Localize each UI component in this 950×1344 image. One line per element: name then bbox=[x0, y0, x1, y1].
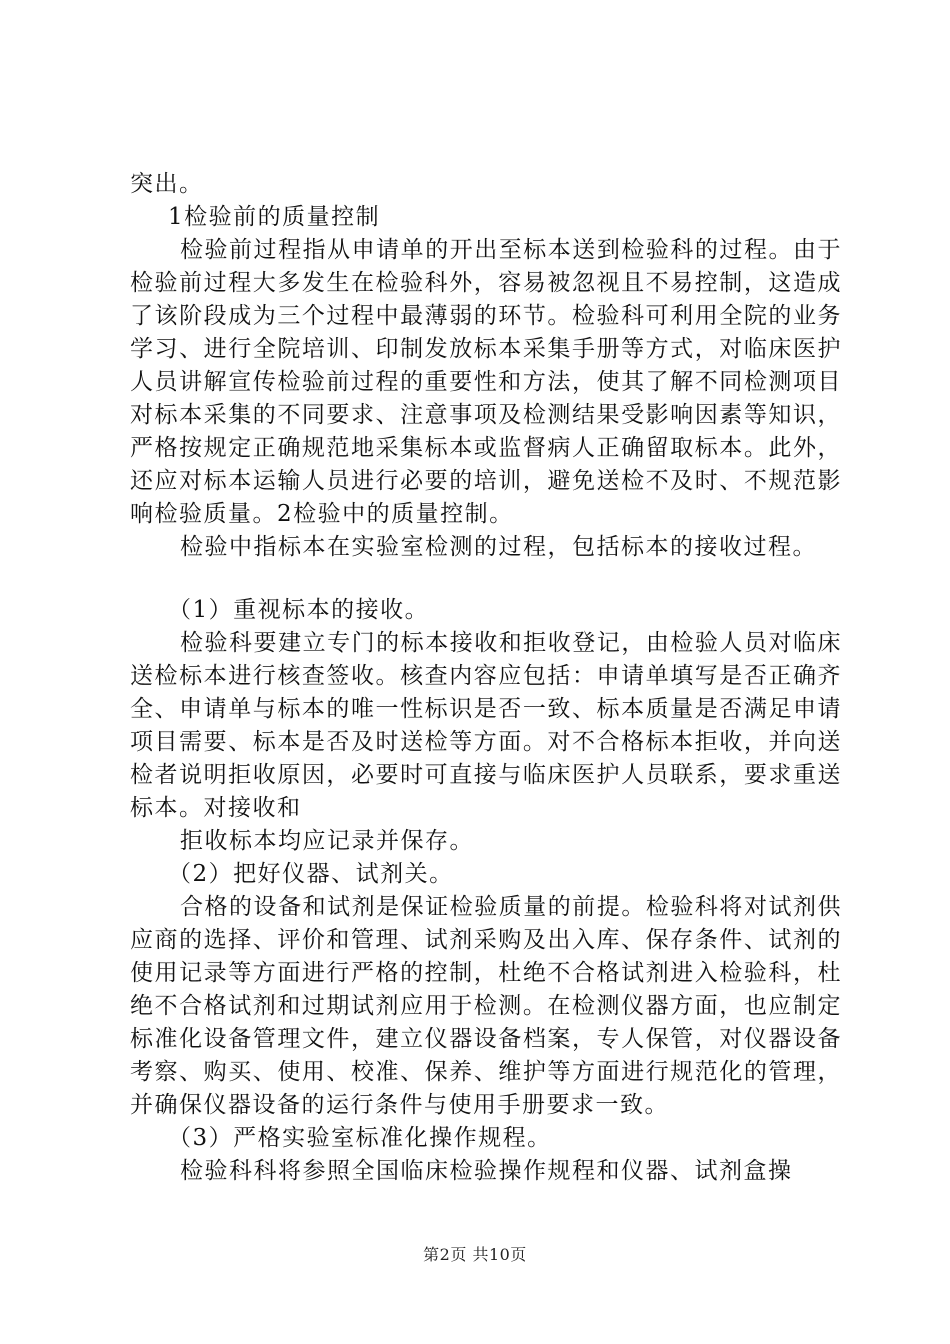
paragraph-instruments-reagents: 合格的设备和试剂是保证检验质量的前提。检验科将对试剂供应商的选择、评价和管理、试剂采购及出入库、保存条件、试剂的使用记录等方面进行严格的控制，杜绝不合格试剂进入检验科，杜绝不合格试剂和过期试剂应用于检测。在检测仪器方面，也应制定标准化设备管理文件，建立仪器设备档案，专人保管，对仪器设备考察、购买、使用、校准、保养、维护等方面进行规范化的管理，并确保仪器设备的运行条件与使用手册要求一致。 bbox=[130, 894, 842, 1118]
paragraph-continuation: 突出。 bbox=[130, 171, 204, 197]
document-body bbox=[130, 168, 842, 1188]
subheading-2: （2）把好仪器、试剂关。 bbox=[168, 861, 454, 887]
paragraph-record-keeping: 拒收标本均应记录并保存。 bbox=[180, 828, 474, 854]
paragraph-specimen-receipt: 检验科要建立专门的标本接收和拒收登记，由检验人员对临床送检标本进行核查签收。核查内容应包括：申请单填写是否正确齐全、申请单与标本的唯一性标识是否一致、标本质量是否满足申请项目需要、标本是否及时送检等方面。对不合格标本拒收，并向送检者说明拒收原因，必要时可直接与临床医护人员联系，要求重送标本。对接收和 bbox=[130, 630, 842, 821]
section-heading-1: 1检验前的质量控制 bbox=[168, 204, 381, 230]
page-indicator: 第2页 共10页 bbox=[423, 1245, 527, 1264]
paragraph-sop: 检验科科将参照全国临床检验操作规程和仪器、试剂盒操 bbox=[180, 1158, 793, 1184]
subheading-1: （1）重视标本的接收。 bbox=[168, 597, 430, 623]
paragraph-analytical-intro: 检验中指标本在实验室检测的过程，包括标本的接收过程。 bbox=[180, 534, 817, 560]
page-footer bbox=[0, 1242, 950, 1265]
paragraph-pre-analytical: 检验前过程指从申请单的开出至标本送到检验科的过程。由于检验前过程大多发生在检验科外，容易被忽视且不易控制，这造成了该阶段成为三个过程中最薄弱的环节。检验科可利用全院的业务学习、进行全院培训、印制发放标本采集手册等方式，对临床医护人员讲解宣传检验前过程的重要性和方法，使其了解不同检测项目对标本采集的不同要求、注意事项及检测结果受影响因素等知识，严格按规定正确规范地采集标本或监督病人正确留取标本。此外，还应对标本运输人员进行必要的培训，避免送检不及时、不规范影响检验质量。2检验中的质量控制。 bbox=[130, 237, 842, 527]
subheading-3: （3）严格实验室标准化操作规程。 bbox=[168, 1125, 552, 1151]
paragraph-spacer bbox=[130, 564, 842, 594]
